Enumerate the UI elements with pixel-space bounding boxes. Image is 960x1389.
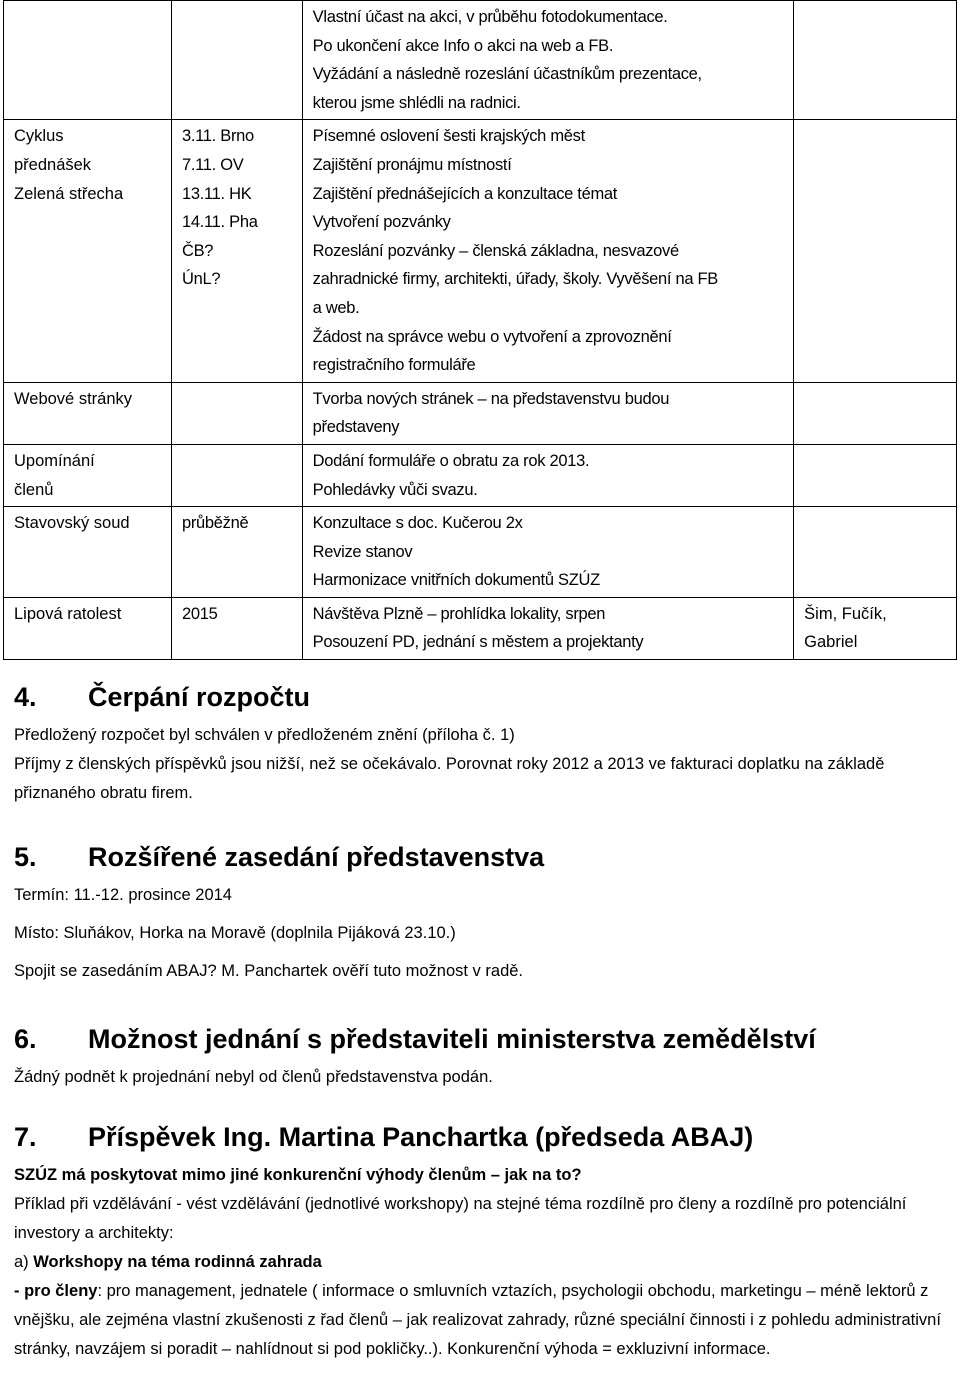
table-row: [4, 120, 957, 382]
section-heading: [14, 842, 950, 873]
date-cell: [171, 120, 302, 382]
cell-line: 2015: [181, 604, 218, 623]
cell-line: přednášek: [14, 155, 92, 174]
responsible-cell: [794, 597, 957, 659]
cell-line: Harmonizace vnitřních dokumentů SZÚZ: [312, 571, 600, 590]
paragraph: Spojit se zasedáním ABAJ? M. Panchartek ověří tuto možnost v radě.: [14, 962, 524, 980]
tasks-cell: [302, 1, 794, 120]
cell-line: 7.11. OV: [181, 155, 244, 174]
section-heading: [14, 1122, 950, 1153]
cell-line: Vytvoření pozvánky: [312, 213, 451, 232]
members-text: : pro management, jednatele ( informace o smluvních vztazích, psychologii obchodu, marketingu – méně lektorů z vnějšku, ale zejména vlastní zkušenosti z řad členů – jak realizovat zahrady, různé speciální činnosti i z pohledu administrativní stránky, navzájem si poradit – nahlídnout si pod pokličky..). Konkurenční výhoda = exkluzivní informace.: [14, 1282, 941, 1358]
tasks-cell: [302, 120, 794, 382]
cell-line: Lipová ratolest: [14, 604, 122, 623]
cell-line: Stavovský soud: [14, 514, 130, 533]
cell-line: Po ukončení akce Info o akci na web a FB.: [312, 36, 614, 55]
cell-line: Webové stránky: [14, 389, 132, 408]
section-heading: [14, 682, 950, 713]
list-marker: a): [14, 1253, 34, 1271]
cell-line: členů: [14, 480, 54, 499]
table-row: [4, 597, 957, 659]
cell-line: ČB?: [181, 241, 214, 260]
section-heading: [14, 1024, 950, 1055]
section-number: 5.: [14, 842, 37, 872]
date-cell: [171, 1, 302, 120]
topic-cell: [4, 444, 172, 506]
cell-line: Písemné oslovení šesti krajských měst: [312, 127, 585, 146]
responsible-cell: [794, 382, 957, 444]
cell-line: Revize stanov: [312, 542, 413, 561]
cell-line: 13.11. HK: [181, 184, 252, 203]
cell-line: 14.11. Pha: [181, 213, 258, 232]
section-number: 6.: [14, 1024, 37, 1054]
cell-line: Pohledávky vůči svazu.: [312, 480, 478, 499]
members-label: pro členy: [24, 1282, 98, 1300]
responsible-cell: [794, 120, 957, 382]
cell-line: Zelená střecha: [14, 184, 124, 203]
cell-line: kterou jsme shlédli na radnici.: [312, 93, 521, 112]
cell-line: Zajištění pronájmu místností: [312, 155, 512, 174]
cell-line: Šim, Fučík,: [804, 604, 887, 623]
topic-cell: [4, 382, 172, 444]
cell-line: registračního formuláře: [312, 356, 476, 375]
section-number: 7.: [14, 1122, 37, 1152]
cell-line: Dodání formuláře o obratu za rok 2013.: [312, 451, 590, 470]
cell-line: Žádost na správce webu o vytvoření a zprovoznění: [312, 327, 672, 346]
cell-line: zahradnické firmy, architekti, úřady, školy. Vyvěšení na FB: [312, 270, 718, 289]
section-4: [14, 682, 950, 808]
table-row: [4, 444, 957, 506]
section-7: [14, 1122, 950, 1364]
section-number: 4.: [14, 682, 37, 712]
date-cell: [171, 382, 302, 444]
cell-line: Posouzení PD, jednání s městem a projektanty: [312, 633, 644, 652]
cell-line: Zajištění přednášejících a konzultace témat: [312, 184, 618, 203]
cell-line: 3.11. Brno: [181, 127, 254, 146]
paragraph: Žádný podnět k projednání nebyl od členů představenstva podán.: [14, 1068, 493, 1086]
section-title: Čerpání rozpočtu: [88, 682, 311, 712]
cell-line: Vlastní účast na akci, v průběhu fotodokumentace.: [312, 8, 668, 26]
section-6: [14, 1024, 950, 1092]
agenda-table-body: [4, 1, 957, 660]
cell-line: Gabriel: [804, 633, 858, 652]
table-row: [4, 507, 957, 598]
tasks-cell: [302, 507, 794, 598]
table-row: [4, 382, 957, 444]
cell-line: představeny: [312, 418, 400, 437]
cell-line: Tvorba nových stránek – na představenstvu budou: [312, 389, 670, 408]
tasks-cell: [302, 597, 794, 659]
dash-marker: -: [14, 1282, 25, 1300]
date-cell: [171, 507, 302, 598]
cell-line: Návštěva Plzně – prohlídka lokality, srpen: [312, 604, 606, 623]
paragraph: Termín: 11.-12. prosince 2014: [14, 886, 232, 904]
topic-cell: [4, 1, 172, 120]
list-item-a: [14, 1248, 950, 1277]
cell-line: Cyklus: [14, 127, 64, 146]
table-row: [4, 1, 957, 120]
section-title: Rozšířené zasedání představenstva: [88, 842, 545, 872]
section-5: [14, 842, 950, 986]
date-cell: [171, 597, 302, 659]
list-item-title: Workshopy na téma rodinná zahrada: [33, 1253, 322, 1271]
tasks-cell: [302, 382, 794, 444]
agenda-table: [3, 0, 957, 660]
responsible-cell: [794, 507, 957, 598]
cell-line: Upomínání: [14, 451, 95, 470]
topic-cell: [4, 597, 172, 659]
cell-line: ÚnL?: [181, 270, 221, 289]
cell-line: Vyžádání a následně rozeslání účastníkům prezentace,: [312, 65, 702, 84]
date-cell: [171, 444, 302, 506]
topic-cell: [4, 507, 172, 598]
cell-line: Konzultace s doc. Kučerou 2x: [312, 514, 523, 533]
responsible-cell: [794, 444, 957, 506]
section-title: Možnost jednání s představiteli ministerstva zemědělství: [88, 1024, 816, 1054]
lead-question: SZÚZ má poskytovat mimo jiné konkurenční výhody členům – jak na to?: [14, 1166, 582, 1184]
section-title: Příspěvek Ing. Martina Panchartka (předseda ABAJ): [88, 1122, 754, 1152]
cell-line: průběžně: [181, 514, 249, 533]
responsible-cell: [794, 1, 957, 120]
paragraph: Příklad při vzdělávání - vést vzdělávání (jednotlivé workshopy) na stejné téma rozdílně pro členy a rozdílně pro potenciální investory a architekty:: [14, 1195, 907, 1242]
cell-line: Rozeslání pozvánky – členská základna, nesvazové: [312, 241, 679, 260]
cell-line: a web.: [312, 298, 360, 317]
topic-cell: [4, 120, 172, 382]
paragraph: Příjmy z členských příspěvků jsou nižší, než se očekávalo. Porovnat roky 2012 a 2013 ve fakturaci doplatku na základě přiznaného obratu firem.: [14, 755, 885, 802]
paragraph: Místo: Sluňákov, Horka na Moravě (doplnila Pijáková 23.10.): [14, 924, 456, 942]
paragraph: Předložený rozpočet byl schválen v předloženém znění (příloha č. 1): [14, 726, 515, 744]
tasks-cell: [302, 444, 794, 506]
members-paragraph: [14, 1277, 950, 1364]
